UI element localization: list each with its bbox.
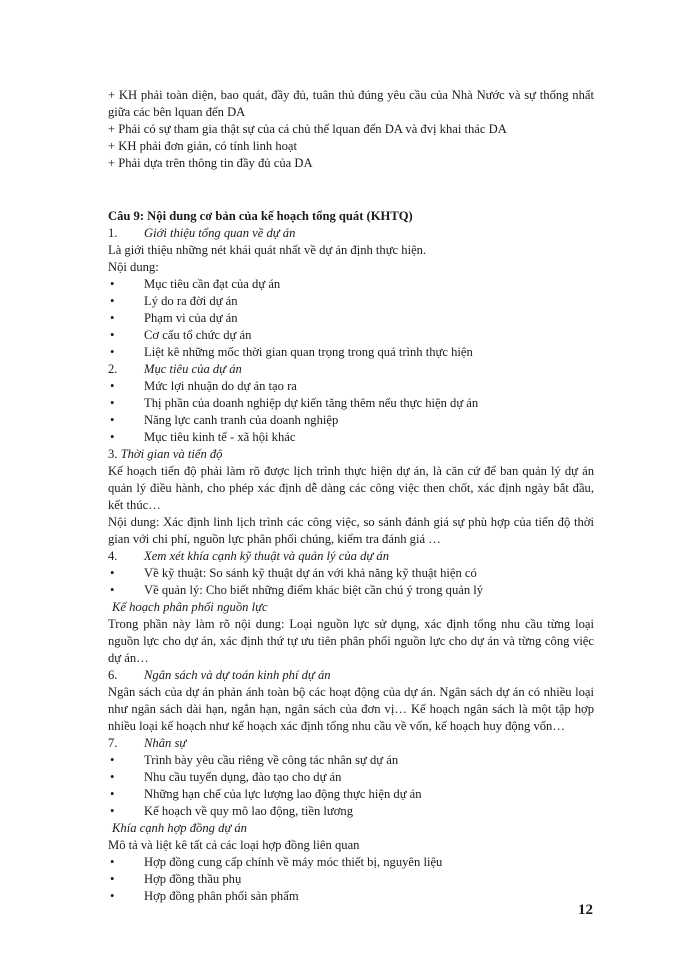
section-2-list xyxy=(108,378,594,446)
bullet-icon: • xyxy=(110,855,115,869)
section-heading-6 xyxy=(108,667,594,684)
section-heading-2 xyxy=(108,361,594,378)
bullet-icon: • xyxy=(110,379,115,393)
list-item xyxy=(108,582,594,599)
section-3-paragraph-2: Nội dung: Xác định linh lịch trình các công việc, so sánh đánh giá sự phù hợp của tiến độ thời gian với chi phí, nguồn lực phân phối chúng, kiểm tra đánh giá … xyxy=(108,515,594,546)
section-number: 1. xyxy=(108,226,118,240)
intro-line-3: + KH phải đơn giản, có tính linh hoạt xyxy=(108,139,297,153)
list-item xyxy=(108,310,594,327)
list-item xyxy=(108,344,594,361)
section-title: Kế hoạch phân phối nguồn lực xyxy=(112,600,268,614)
list-item xyxy=(108,395,594,412)
list-item xyxy=(108,276,594,293)
list-item xyxy=(108,412,594,429)
bullet-icon: • xyxy=(110,345,115,359)
list-item-text: Mục tiêu kinh tế - xã hội khác xyxy=(144,430,296,444)
list-item xyxy=(108,871,594,888)
bullet-icon: • xyxy=(110,889,115,903)
section-5-paragraph: Trong phần này làm rõ nội dung: Loại nguồn lực sử dụng, xác định tổng nhu cầu từng loại nguồn lực cho dự án, xác định thứ tự ưu tiên phân phối nguồn lực cho dự án và từng công việc dự án… xyxy=(108,617,594,665)
section-1-paragraph: Là giới thiệu những nét khái quát nhất về dự án định thực hiện. xyxy=(108,243,427,257)
section-number: 3. xyxy=(108,447,118,461)
section-heading-3 xyxy=(108,446,594,463)
bullet-icon: • xyxy=(110,872,115,886)
bullet-icon: • xyxy=(110,770,115,784)
section-1-label: Nội dung: xyxy=(108,260,159,274)
list-item-text: Hợp đồng thầu phụ xyxy=(144,872,242,886)
bullet-icon: • xyxy=(110,430,115,444)
section-title: Ngân sách và dự toán kinh phí dự án xyxy=(144,668,331,682)
list-item-text: Cơ cấu tổ chức dự án xyxy=(144,328,252,342)
section-8-list xyxy=(108,854,594,905)
list-item-text: Về quản lý: Cho biết những điểm khác biệt cần chú ý trong quản lý xyxy=(144,583,484,597)
section-title: Khía cạnh hợp đồng dự án xyxy=(112,821,247,835)
list-item-text: Năng lực canh tranh của doanh nghiệp xyxy=(144,413,339,427)
section-4-list xyxy=(108,565,594,599)
intro-line-1: + KH phải toàn diện, bao quát, đầy đủ, tuân thủ đúng yêu cầu của Nhà Nước và sự thống nhất giữa các bên lquan đến DA xyxy=(108,88,594,119)
bullet-icon: • xyxy=(110,583,115,597)
list-item-text: Thị phần của doanh nghiệp dự kiến tăng thêm nếu thực hiện dự án xyxy=(144,396,479,410)
list-item-text: Liệt kê những mốc thời gian quan trọng trong quá trình thực hiện xyxy=(144,345,473,359)
section-8-paragraph: Mô tả và liệt kê tất cả các loại hợp đồng liên quan xyxy=(108,838,360,852)
section-heading-5 xyxy=(108,599,594,616)
bullet-icon: • xyxy=(110,804,115,818)
list-item-text: Hợp đồng phân phối sản phẩm xyxy=(144,889,299,903)
section-6-paragraph: Ngân sách của dự án phản ánh toàn bộ các hoạt động của dự án. Ngân sách dự án có nhiều loại như ngân sách dài hạn, ngắn hạn, ngân sách của đơn vị… Kế hoạch ngân sách là một tập hợp nhiều loại kế hoạch như kế hoạch xác định tổng nhu cầu về vốn, kế hoạch huy động vốn… xyxy=(108,685,594,733)
bullet-icon: • xyxy=(110,328,115,342)
section-heading-8 xyxy=(108,820,594,837)
section-title: Mục tiêu của dự án xyxy=(144,362,242,376)
list-item-text: Hợp đồng cung cấp chính về máy móc thiết bị, nguyên liệu xyxy=(144,855,443,869)
section-number: 2. xyxy=(108,362,118,376)
section-heading-1 xyxy=(108,225,594,242)
bullet-icon: • xyxy=(110,413,115,427)
section-heading-4 xyxy=(108,548,594,565)
page-content xyxy=(108,87,594,905)
list-item-text: Nhu cầu tuyển dụng, đào tạo cho dự án xyxy=(144,770,342,784)
section-title: Xem xét khía cạnh kỹ thuật và quản lý của dự án xyxy=(144,549,390,563)
section-number: 7. xyxy=(108,736,118,750)
bullet-icon: • xyxy=(110,294,115,308)
list-item xyxy=(108,752,594,769)
list-item xyxy=(108,803,594,820)
bullet-icon: • xyxy=(110,566,115,580)
list-item-text: Phạm vi của dự án xyxy=(144,311,238,325)
intro-line-4: + Phải dựa trên thông tin đầy đủ của DA xyxy=(108,156,313,170)
page-number: 12 xyxy=(578,902,593,918)
list-item xyxy=(108,429,594,446)
spacer xyxy=(108,172,594,189)
bullet-icon: • xyxy=(110,753,115,767)
list-item-text: Trình bày yêu cầu riêng về công tác nhân sự dự án xyxy=(144,753,399,767)
section-number: 4. xyxy=(108,549,118,563)
bullet-icon: • xyxy=(110,311,115,325)
list-item xyxy=(108,565,594,582)
list-item xyxy=(108,327,594,344)
section-7-list xyxy=(108,752,594,820)
list-item xyxy=(108,293,594,310)
list-item-text: Mức lợi nhuận do dự án tạo ra xyxy=(144,379,297,393)
bullet-icon: • xyxy=(110,787,115,801)
section-1-list xyxy=(108,276,594,361)
bullet-icon: • xyxy=(110,396,115,410)
section-heading-7 xyxy=(108,735,594,752)
list-item xyxy=(108,888,594,905)
list-item xyxy=(108,378,594,395)
section-title: Thời gian và tiến độ xyxy=(120,447,223,461)
list-item-text: Những hạn chế của lực lượng lao động thực hiện dự án xyxy=(144,787,422,801)
question-title: Câu 9: Nội dung cơ bản của kế hoạch tổng quát (KHTQ) xyxy=(108,209,413,223)
section-title: Giới thiệu tổng quan về dự án xyxy=(144,226,296,240)
list-item-text: Lý do ra đời dự án xyxy=(144,294,238,308)
list-item-text: Mục tiêu cần đạt của dự án xyxy=(144,277,281,291)
bullet-icon: • xyxy=(110,277,115,291)
section-title: Nhân sự xyxy=(144,736,187,750)
list-item-text: Về kỹ thuật: So sánh kỹ thuật dự án với khả năng kỹ thuật hiện có xyxy=(144,566,477,580)
section-number: 6. xyxy=(108,668,118,682)
list-item xyxy=(108,854,594,871)
list-item xyxy=(108,786,594,803)
spacer xyxy=(108,189,594,206)
intro-line-2: + Phải có sự tham gia thật sự của cá chủ thể lquan đến DA và đvị khai thác DA xyxy=(108,122,507,136)
section-3-paragraph-1: Kế hoạch tiến độ phải làm rõ được lịch trình thực hiện dự án, là căn cứ để ban quản lý dự án quản lý điều hành, cho phép xác định dễ dàng các công việc then chốt, xác định ngày bắt đầu, kết thúc… xyxy=(108,464,594,512)
list-item xyxy=(108,769,594,786)
list-item-text: Kế hoạch về quy mô lao động, tiền lương xyxy=(144,804,353,818)
